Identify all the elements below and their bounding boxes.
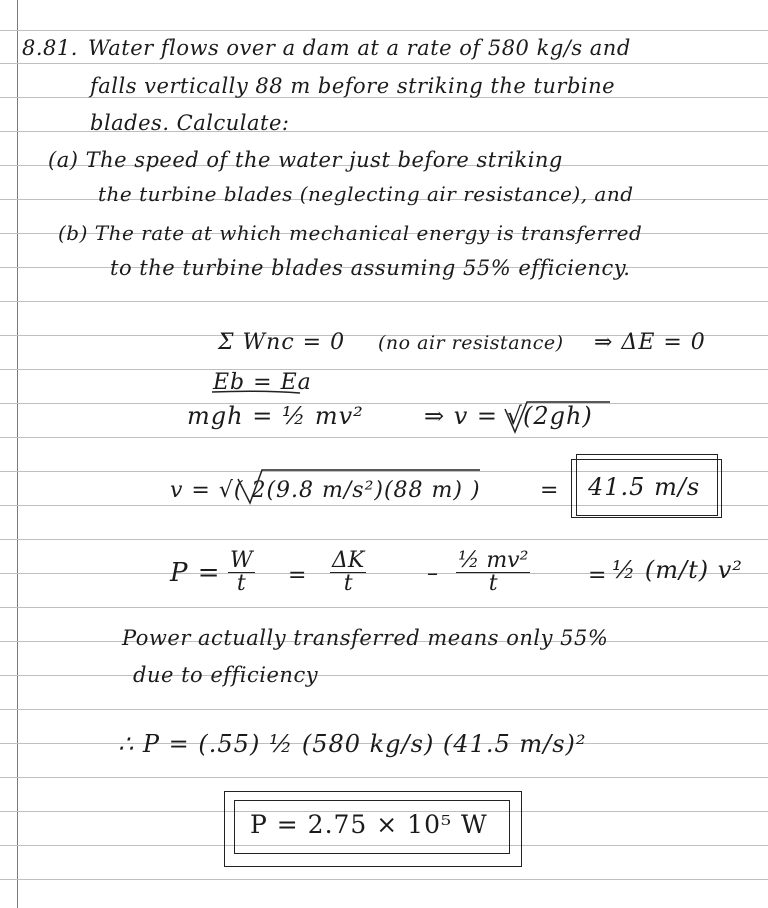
problem-line: Water flows over a dam at a rate of 580 kg/s and — [88, 36, 631, 60]
part-a-line: (a) The speed of the water just before striking — [48, 148, 563, 172]
part-a-line: the turbine blades (neglecting air resistance), and — [98, 182, 634, 206]
part-b-line: (b) The rate at which mechanical energy is transferred — [58, 221, 643, 245]
fraction-denominator: t — [488, 571, 498, 596]
work-assumption: (no air resistance) — [378, 332, 564, 354]
problem-number: 8.81. — [22, 36, 78, 60]
part-b-line: to the turbine blades assuming 55% efficiency. — [110, 256, 631, 280]
power-dash: – — [427, 561, 439, 586]
sqrt-sign-stroke — [238, 470, 480, 503]
problem-line: falls vertically 88 m before striking the turbine — [90, 74, 616, 98]
work-energy-equation: Eb = Ea — [213, 370, 312, 395]
power-calculation: ∴ P = (.55) ½ (580 kg/s) (41.5 m/s)² — [118, 730, 587, 758]
power-equals: = — [588, 563, 608, 588]
problem-line: blades. Calculate: — [90, 111, 290, 135]
work-nonconservative: Σ Wnc = 0 — [218, 330, 346, 355]
answer-p: P = 2.75 × 10⁵ W — [250, 810, 488, 839]
fraction-numerator: ΔK — [332, 548, 365, 573]
note-line: due to efficiency — [133, 663, 319, 687]
power-equals: = — [288, 563, 308, 588]
work-velocity-formula: ⇒ v = √(2gh) — [424, 402, 593, 430]
power-symbol: P = — [170, 558, 221, 588]
work-mgh-equation: mgh = ½ mv² — [187, 402, 364, 430]
note-line: Power actually transferred means only 55% — [122, 626, 609, 650]
fraction-numerator: ½ mv² — [458, 548, 529, 573]
work-energy-conserved: ⇒ ΔE = 0 — [594, 330, 706, 355]
sqrt-sign-stroke — [505, 402, 610, 432]
fraction-denominator: t — [343, 571, 353, 596]
underline-stroke — [212, 391, 300, 393]
work-velocity-substitution: v = √( 2(9.8 m/s²)(88 m) ) — [170, 478, 481, 503]
power-final-form: ½ (m/t) v² — [612, 556, 743, 584]
fraction-numerator: W — [230, 548, 253, 573]
work-equals: = — [540, 478, 560, 503]
answer-v: 41.5 m/s — [588, 473, 701, 501]
fraction-denominator: t — [236, 571, 246, 596]
